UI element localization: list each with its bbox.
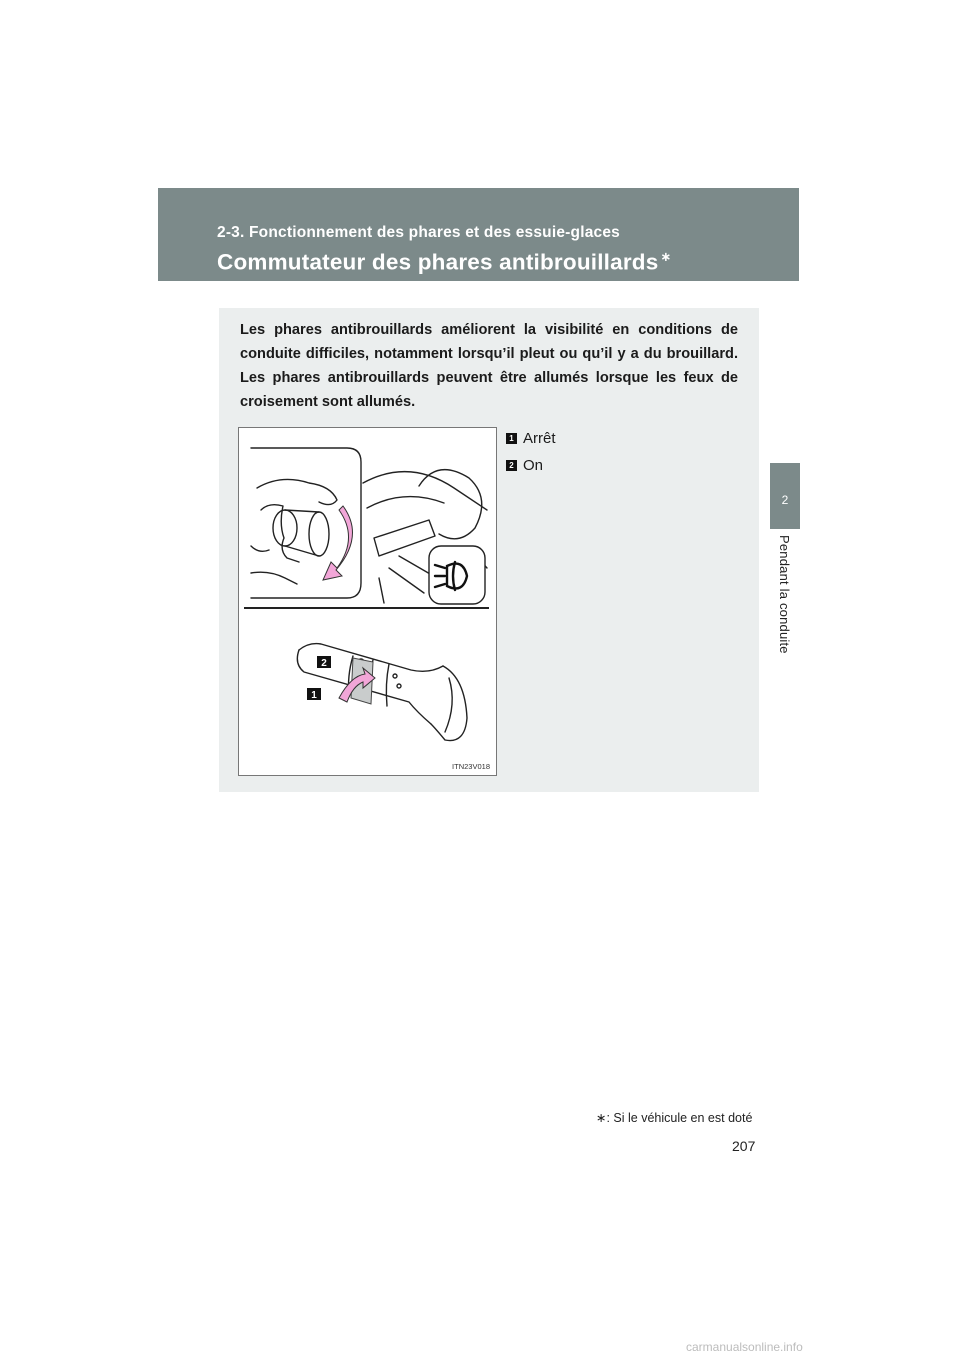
- legend: [506, 425, 556, 479]
- title-asterisk: ∗: [660, 249, 672, 264]
- fog-light-illustration: [238, 427, 497, 776]
- page-title: [217, 249, 672, 276]
- legend-item-off: [506, 425, 556, 452]
- chapter-label: Pendant la conduite: [777, 535, 792, 654]
- callout-2: 2: [321, 658, 327, 669]
- chapter-tab: [770, 463, 800, 529]
- callout-1: 1: [311, 690, 317, 701]
- illustration-drawing: [239, 428, 496, 775]
- page-number: 207: [732, 1138, 756, 1154]
- rotation-arrow: [323, 506, 352, 580]
- chapter-number: 2: [781, 493, 789, 507]
- section-label: 2-3. Fonctionnement des phares et des essuie-glaces: [217, 224, 620, 241]
- legend-number: 2: [506, 460, 517, 471]
- page-title-text: Commutateur des phares antibrouillards: [217, 249, 659, 275]
- figure-code: ITN23V018: [452, 762, 490, 771]
- legend-number: 1: [506, 433, 517, 444]
- legend-label: On: [523, 457, 544, 474]
- legend-item-on: [506, 452, 556, 479]
- legend-label: Arrêt: [523, 430, 556, 447]
- intro-paragraph: Les phares antibrouillards améliorent la visibilité en conditions de conduite difficiles, notamment lorsqu’il pleut ou qu’il y a du brouillard. Les phares antibrouillards peuvent être allumés lorsque les feux de croisement sont allumés.: [240, 322, 738, 410]
- watermark: carmanualsonline.info: [686, 1340, 803, 1354]
- footnote: ∗: Si le véhicule en est doté: [596, 1111, 753, 1125]
